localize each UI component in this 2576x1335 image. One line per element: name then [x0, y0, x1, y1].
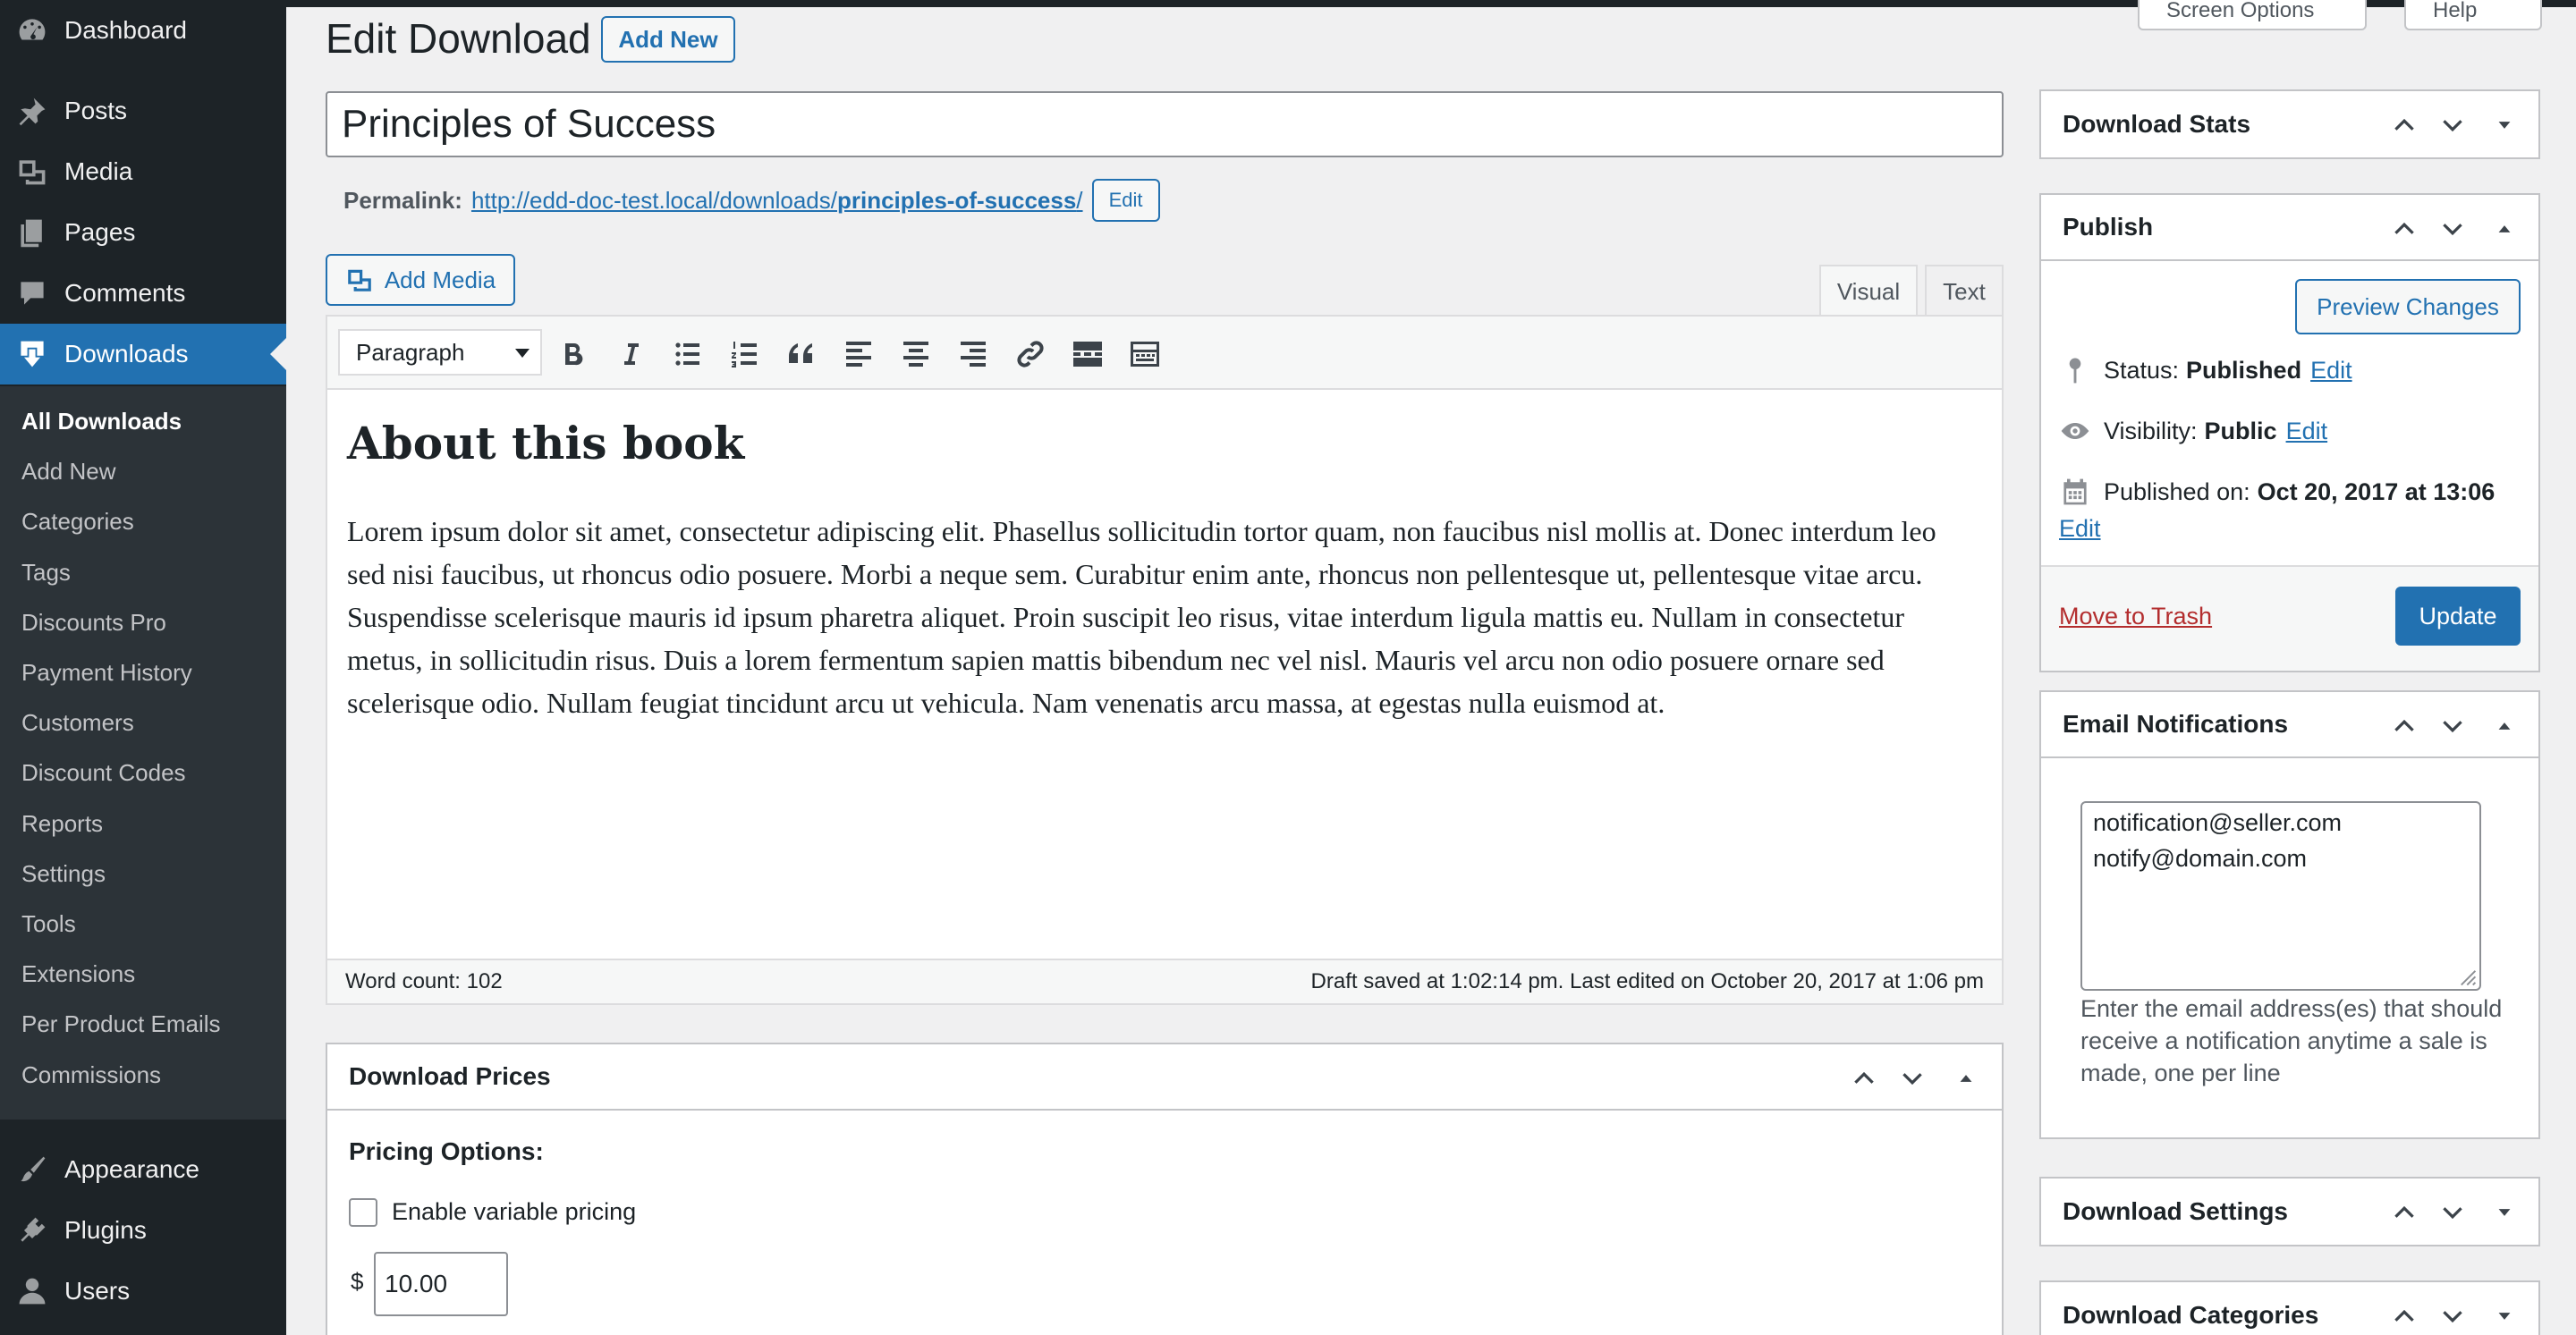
menu-plugins-label: Plugins: [64, 1216, 147, 1244]
submenu-reports[interactable]: Reports: [21, 810, 104, 837]
published-on-row: [2059, 476, 2495, 508]
permalink-slug: principles-of-success: [836, 186, 1077, 214]
help-tab[interactable]: [2404, 0, 2542, 30]
bullet-list-icon[interactable]: [669, 336, 705, 372]
visibility-edit-link[interactable]: Edit: [2285, 417, 2328, 444]
read-more-icon[interactable]: [1070, 336, 1106, 372]
move-up-icon[interactable]: [2390, 1302, 2419, 1331]
submenu-payment-history[interactable]: Payment History: [21, 659, 192, 686]
move-up-icon[interactable]: [2390, 712, 2419, 740]
move-up-icon[interactable]: [2390, 111, 2419, 139]
notification-email: notify@domain.com: [2093, 845, 2308, 872]
published-on-edit-link[interactable]: Edit: [2059, 515, 2101, 542]
help-label: Help: [2433, 0, 2478, 22]
menu-media-label: Media: [64, 157, 133, 185]
word-count: Word count: 102: [345, 969, 503, 993]
italic-icon[interactable]: [612, 336, 648, 372]
blockquote-icon[interactable]: [784, 336, 819, 372]
status-edit-link[interactable]: Edit: [2310, 356, 2352, 384]
collapse-icon[interactable]: [2490, 215, 2519, 243]
menu-users[interactable]: [0, 1261, 286, 1322]
submenu-settings[interactable]: Settings: [21, 860, 106, 887]
numbered-list-icon[interactable]: [726, 336, 762, 372]
move-up-icon[interactable]: [2390, 1198, 2419, 1227]
align-left-icon[interactable]: [841, 336, 877, 372]
permalink-edit-button[interactable]: Edit: [1092, 179, 1160, 222]
menu-pages-label: Pages: [64, 218, 136, 246]
move-down-icon[interactable]: [1898, 1064, 1927, 1093]
chevron-down-icon: [515, 349, 530, 358]
add-media-button[interactable]: [326, 254, 515, 306]
submenu-discount-codes[interactable]: Discount Codes: [21, 759, 186, 786]
move-down-icon[interactable]: [2438, 111, 2467, 139]
status-row: [2059, 354, 2352, 386]
menu-posts[interactable]: [0, 80, 286, 141]
calendar-icon: [2059, 476, 2091, 508]
menu-dashboard-label: Dashboard: [64, 16, 187, 44]
submenu-per-product-emails[interactable]: Per Product Emails: [21, 1010, 221, 1037]
post-title-input[interactable]: Principles of Success: [326, 91, 2004, 157]
editor-status-bar: [327, 959, 2002, 1003]
admin-sidebar: [0, 0, 286, 1335]
published-on-label: Published on:: [2104, 477, 2250, 505]
menu-appearance[interactable]: [0, 1139, 286, 1200]
permalink-label: Permalink:: [343, 186, 462, 214]
download-stats-title: Download Stats: [2063, 110, 2251, 138]
editor-toolbar: [327, 317, 2002, 390]
user-icon: [16, 1275, 48, 1307]
tab-visual[interactable]: Visual: [1819, 265, 1918, 317]
tab-text[interactable]: Text: [1925, 265, 2004, 317]
menu-comments[interactable]: [0, 263, 286, 324]
email-notifications-box: [2039, 690, 2540, 1139]
menu-posts-label: Posts: [64, 97, 128, 124]
notification-emails-textarea[interactable]: [2080, 801, 2481, 991]
submenu-tools[interactable]: Tools: [21, 910, 76, 937]
menu-downloads[interactable]: [0, 324, 286, 384]
download-prices-title: Download Prices: [349, 1062, 551, 1090]
content-paragraph: Lorem ipsum dolor sit amet, consectetur adipiscing elit. Phasellus sollicitudin tortor quam, non faucibus nisl mollis at. Donec interdum leo sed nisi faucibus, ut rhoncus odio posuere. Morbi a neque sem. Curabitur enim ante, rhoncus non pellentesque ut, pellentesque vitae arcu. Suspendisse scelerisque mauris id ipsum pharetra aliquet. Proin suscipit leo risus, vitae interdum ligula mattis eu. Nullam in consectetur metus, in sollicitudin risus. Duis a lorem fermentum sapien mattis bibendum nec vel nisl. Mauris vel arcu non odio posuere ornare sed scelerisque odio. Nullam feugiat tincidunt arcu ut vehicula. Nam venenatis arcu massa, at egestas nulla euismod at.: [347, 515, 1936, 719]
add-new-button[interactable]: Add New: [601, 16, 735, 63]
format-select-value: Paragraph: [356, 338, 465, 366]
move-down-icon[interactable]: [2438, 712, 2467, 740]
download-settings-box: [2039, 1177, 2540, 1246]
submenu-tags[interactable]: Tags: [21, 559, 71, 586]
move-down-icon[interactable]: [2438, 1198, 2467, 1227]
submenu-all-downloads[interactable]: All Downloads: [21, 408, 182, 435]
submenu-categories[interactable]: Categories: [21, 508, 134, 535]
expand-icon[interactable]: [2490, 1198, 2519, 1227]
expand-icon[interactable]: [2490, 1302, 2519, 1331]
submenu-add-new[interactable]: Add New: [21, 458, 116, 485]
comment-icon: [16, 277, 48, 309]
move-down-icon[interactable]: [2438, 1302, 2467, 1331]
visibility-row: [2059, 415, 2327, 447]
menu-appearance-label: Appearance: [64, 1155, 200, 1183]
move-to-trash-link[interactable]: Move to Trash: [2059, 603, 2213, 629]
notification-email: notification@seller.com: [2093, 809, 2343, 836]
download-icon: [16, 338, 48, 370]
publish-title: Publish: [2063, 213, 2154, 241]
publish-box: [2039, 193, 2540, 672]
status-label: Status:: [2104, 356, 2180, 384]
link-icon[interactable]: [1013, 336, 1048, 372]
menu-media[interactable]: [0, 141, 286, 202]
visibility-label: Visibility:: [2104, 417, 2198, 444]
toolbar-toggle-icon[interactable]: [1127, 336, 1163, 372]
visibility-value: Public: [2204, 417, 2277, 444]
align-right-icon[interactable]: [955, 336, 991, 372]
download-stats-box: [2039, 89, 2540, 159]
brush-icon: [16, 1153, 48, 1186]
submenu-extensions[interactable]: Extensions: [21, 960, 136, 987]
draft-status: Draft saved at 1:02:14 pm. Last edited on October 20, 2017 at 1:06 pm: [1310, 969, 1984, 993]
add-media-label: Add Media: [384, 266, 496, 293]
downloads-submenu: [0, 386, 286, 1120]
pin-icon: [2059, 354, 2091, 386]
download-prices-header[interactable]: [327, 1044, 2002, 1111]
submenu-customers[interactable]: Customers: [21, 709, 134, 736]
format-select[interactable]: [338, 329, 542, 376]
currency-symbol: $: [351, 1268, 364, 1295]
pricing-options-label: Pricing Options:: [349, 1137, 544, 1165]
align-center-icon[interactable]: [898, 336, 934, 372]
pages-icon: [16, 216, 48, 249]
variable-pricing-checkbox[interactable]: [349, 1198, 377, 1227]
download-categories-title: Download Categories: [2063, 1301, 2319, 1329]
expand-icon[interactable]: [2490, 111, 2519, 139]
download-categories-box: [2039, 1280, 2540, 1335]
plugin-icon: [16, 1214, 48, 1246]
menu-dashboard[interactable]: [0, 0, 286, 61]
download-prices-box: [326, 1043, 2004, 1335]
menu-pages[interactable]: [0, 202, 286, 263]
publish-actions: [2041, 565, 2538, 671]
menu-comments-label: Comments: [64, 279, 186, 307]
menu-users-label: Users: [64, 1277, 131, 1305]
email-notifications-title: Email Notifications: [2063, 710, 2289, 738]
permalink-link[interactable]: [471, 187, 1083, 215]
permalink-base: http://edd-doc-test.local/downloads/: [470, 186, 837, 214]
menu-downloads-label: Downloads: [64, 340, 189, 368]
media-icon: [16, 156, 48, 188]
pin-icon: [16, 95, 48, 127]
current-menu-arrow: [270, 338, 286, 370]
eye-icon: [2059, 415, 2091, 447]
submenu-commissions[interactable]: Commissions: [21, 1061, 162, 1088]
permalink-row: [343, 179, 1160, 222]
download-settings-title: Download Settings: [2063, 1197, 2288, 1225]
published-on-value: Oct 20, 2017 at 13:06: [2257, 477, 2496, 505]
page-title: Edit Download: [326, 15, 591, 62]
move-up-icon[interactable]: [2390, 215, 2419, 243]
content-heading: About this book: [347, 417, 745, 469]
permalink-tail: /: [1076, 186, 1083, 214]
media-icon: [345, 266, 374, 294]
content-editor: [326, 315, 2004, 1005]
submenu-discounts-pro[interactable]: Discounts Pro: [21, 609, 166, 636]
preview-changes-button[interactable]: Preview Changes: [2295, 279, 2521, 334]
menu-plugins[interactable]: [0, 1200, 286, 1261]
screen-options-tab[interactable]: [2138, 0, 2367, 30]
price-input[interactable]: 10.00: [374, 1252, 508, 1316]
update-button[interactable]: Update: [2395, 587, 2521, 646]
dashboard-icon: [16, 14, 48, 46]
collapse-icon[interactable]: [2490, 712, 2519, 740]
move-down-icon[interactable]: [2438, 215, 2467, 243]
bold-icon[interactable]: [555, 336, 590, 372]
editor-content[interactable]: [347, 417, 1975, 724]
status-value: Published: [2186, 356, 2302, 384]
resize-handle-icon[interactable]: [2454, 964, 2478, 987]
variable-pricing-label[interactable]: Enable variable pricing: [392, 1198, 637, 1225]
collapse-icon[interactable]: [1952, 1064, 1980, 1093]
email-help-text: Enter the email address(es) that should receive a notification anytime a sale is made, one per line: [2080, 995, 2503, 1086]
move-up-icon[interactable]: [1850, 1064, 1878, 1093]
screen-options-label: Screen Options: [2166, 0, 2315, 22]
